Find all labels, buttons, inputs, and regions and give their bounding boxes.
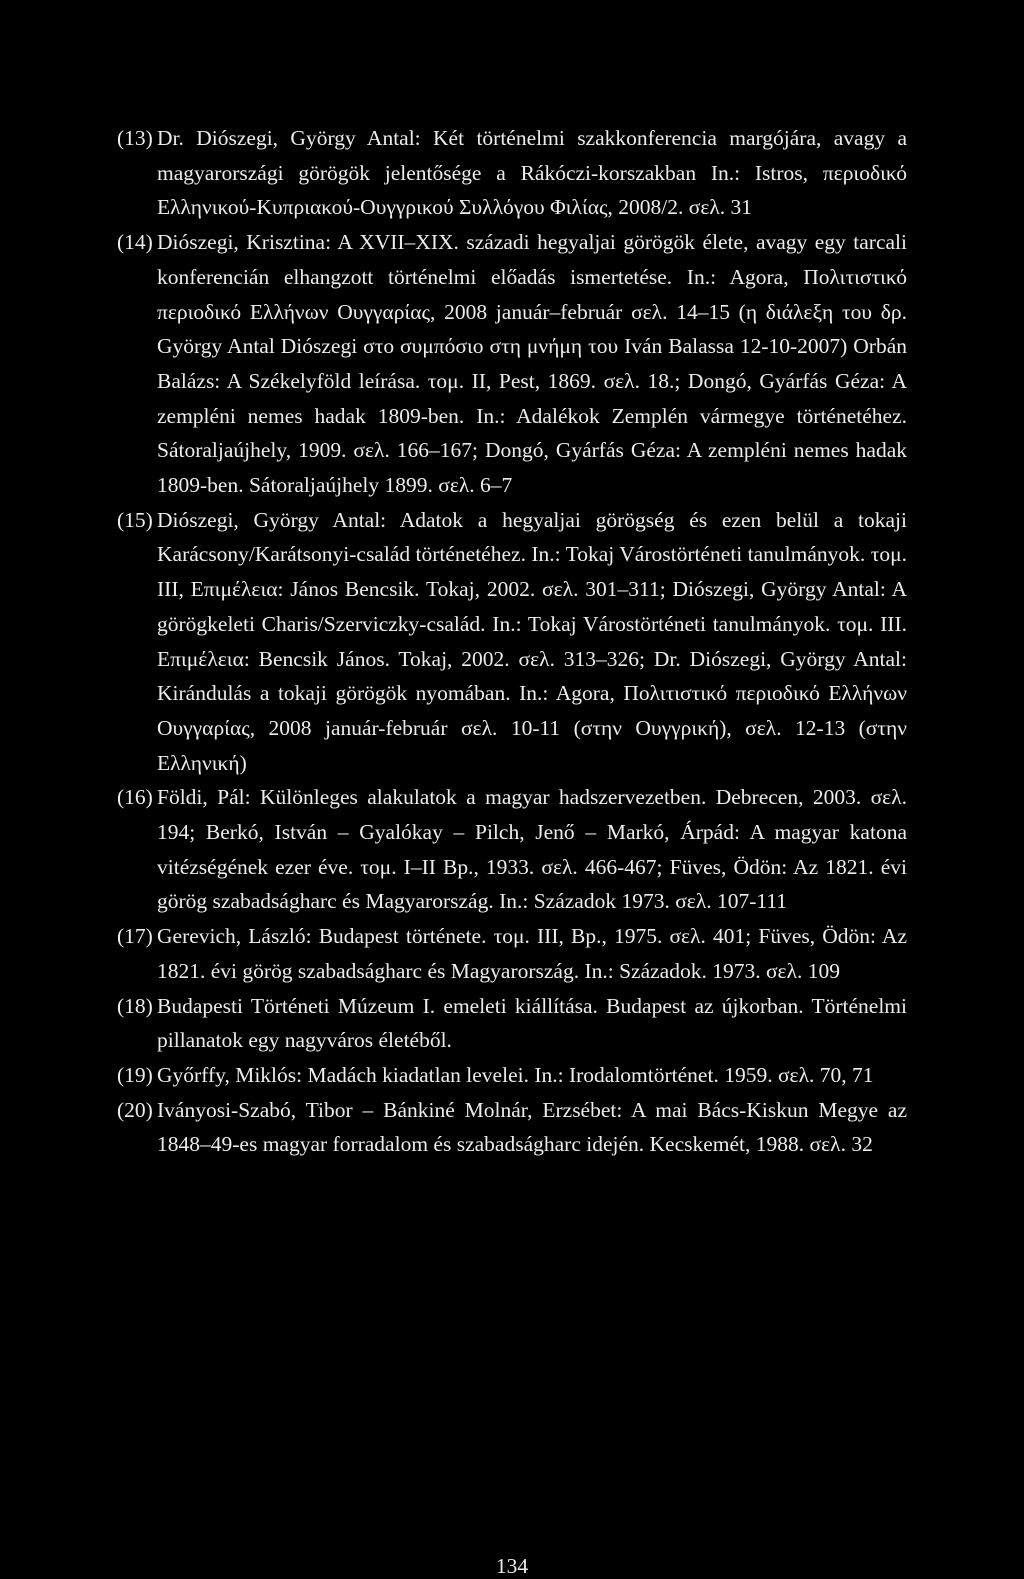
reference-16 (117, 780, 907, 919)
reference-text: Diószegi, György Antal: Adatok a hegyaljai görögség és ezen belül a tokaji Karácsony/Karátsonyi-család történetéhez. In.: Tokaj Várostörténeti tanulmányok. τομ. III, Επιμέλεια: János Bencsik. Tokaj, 2002. σελ. 301–311; Diószegi, György Antal: A görögkeleti Charis/Szerviczky-család. In.: Tokaj Várostörténeti tanulmányok. τομ. III. Επιμέλεια: Bencsik János. Tokaj, 2002. σελ. 313–326; Dr. Diószegi, György Antal: Kirándulás a tokaji görögök nyomában. In.: Agora, Πολιτιστικό περιοδικό Ελλήνων Ουγγαρίας, 2008 január-február σελ. 10-11 (στην Ουγγρική), σελ. 12-13 (στην Ελληνική) (157, 507, 907, 775)
reference-text: Dr. Diószegi, György Antal: Két történelmi szakkonferencia margójára, avagy a magyarországi görögök jelentősége a Rákóczi-korszakban In.: Istros, περιοδικό Ελληνικού-Κυπριακού-Ουγγρικού Συλλόγου Φιλίας, 2008/2. σελ. 31 (157, 126, 907, 220)
reference-number: (16) (117, 785, 153, 810)
reference-number: (13) (117, 126, 153, 150)
reference-number: (17) (117, 924, 153, 949)
reference-number: (20) (117, 1097, 153, 1122)
reference-18 (117, 989, 907, 1058)
reference-list (117, 121, 907, 1162)
reference-14 (117, 225, 907, 503)
reference-text: Győrffy, Miklós: Madách kiadatlan levelei. In.: Irodalomtörténet. 1959. σελ. 70, 71 (157, 1062, 874, 1087)
reference-text: Gerevich, László: Budapest története. τομ. III, Bp., 1975. σελ. 401; Füves, Ödön: Az 1821. évi görög szabadságharc és Magyarország. In.: Századok. 1973. σελ. 109 (157, 924, 907, 983)
reference-text: Földi, Pál: Különleges alakulatok a magyar hadszervezetben. Debrecen, 2003. σελ. 194; Berkó, István – Gyalókay – Pilch, Jenő – Markó, Árpád: A magyar katona vitézségének ezer éve. τομ. I–II Bp., 1933. σελ. 466-467; Füves, Ödön: Az 1821. évi görög szabadságharc és Magyarország. In.: Századok 1973. σελ. 107-111 (157, 785, 907, 914)
reference-number: (19) (117, 1062, 153, 1087)
reference-text: Iványosi-Szabó, Tibor – Bánkiné Molnár, Erzsébet: A mai Bács-Kiskun Megye az 1848–49-es magyar forradalom és szabadságharc idején. Kecskemét, 1988. σελ. 32 (157, 1097, 907, 1157)
reference-19 (117, 1058, 907, 1093)
reference-15 (117, 503, 907, 781)
reference-number: (15) (117, 507, 153, 532)
reference-text: Budapesti Történeti Múzeum I. emeleti kiállítása. Budapest az újkorban. Történelmi pillanatok egy nagyváros életéből. (157, 993, 907, 1053)
reference-number: (18) (117, 993, 153, 1018)
reference-20 (117, 1093, 907, 1162)
reference-text: Diószegi, Krisztina: A XVII–XIX. századi hegyaljai görögök élete, avagy egy tarcali konferencián elhangzott történelmi előadás ismertetése. In.: Agora, Πολιτιστικό περιοδικό Ελλήνων Ουγγαρίας, 2008 január–február σελ. 14–15 (η διάλεξη του δρ. György Antal Diószegi στο συμπόσιο στη μνήμη του Iván Balassa 12-10-2007) Orbán Balázs: A Székelyföld leírása. τομ. II, Pest, 1869. σελ. 18.; Dongó, Gyárfás Géza: A zempléni nemes hadak 1809-ben. In.: Adalékok Zemplén vármegye történetéhez. Sátoraljaújhely, 1909. σελ. 166–167; Dongó, Gyárfás Géza: A zempléni nemes hadak 1809-ben. Sátoraljaújhely 1899. σελ. 6–7 (157, 230, 907, 498)
reference-17 (117, 919, 907, 988)
reference-13 (117, 121, 907, 225)
page-number: 134 (495, 1554, 529, 1578)
reference-number: (14) (117, 230, 153, 255)
